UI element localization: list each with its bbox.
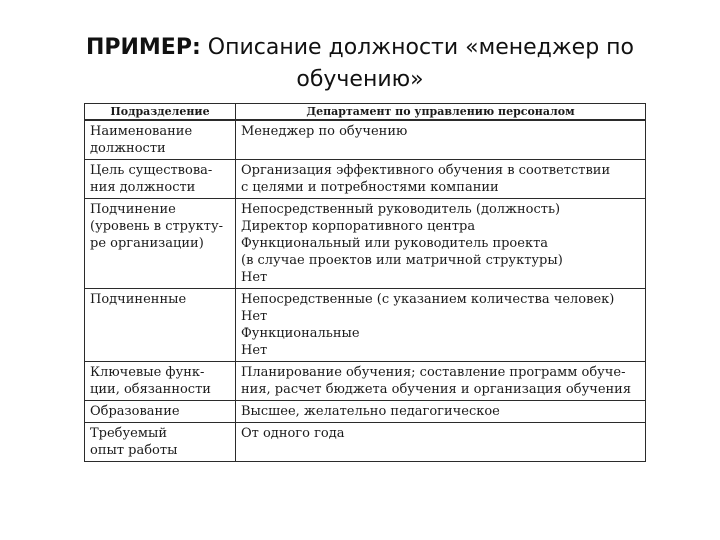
field-value-line: Высшее, желательно педагогическое: [241, 404, 500, 419]
field-name-cell: [85, 289, 236, 362]
title-text: Описание должности «менеджер по: [200, 35, 635, 60]
field-value-line: Непосредственные (с указанием количества человек): [241, 292, 615, 307]
field-value-line: (в случае проектов или матричной структуры): [241, 253, 563, 268]
table-header-row: [85, 104, 646, 121]
field-name-line: (уровень в структу-: [90, 219, 224, 234]
field-name-line: ния должности: [90, 180, 196, 195]
field-value-line: Функциональный или руководитель проекта: [241, 236, 549, 251]
field-value-line: Нет: [241, 343, 268, 358]
field-value-cell: [236, 199, 646, 289]
field-name-line: ции, обязанности: [90, 382, 211, 397]
table-row: [85, 120, 646, 160]
field-name-cell: [85, 362, 236, 401]
title-line-1: [0, 32, 720, 64]
field-name-line: Подчиненные: [90, 292, 187, 307]
field-name-line: Подчинение: [90, 202, 176, 217]
field-value-line: От одного года: [241, 426, 345, 441]
field-value-cell: [236, 423, 646, 462]
field-name-line: Наименование: [90, 124, 193, 139]
field-name-line: ре организации): [90, 236, 204, 251]
table-row: [85, 401, 646, 423]
field-name-cell: [85, 401, 236, 423]
field-value-line: Непосредственный руководитель (должность): [241, 202, 561, 217]
table-row: [85, 199, 646, 289]
field-value-line: Нет: [241, 309, 268, 324]
table-body: [85, 120, 646, 462]
field-name-cell: [85, 120, 236, 160]
field-value-line: Функциональные: [241, 326, 360, 341]
table-row: [85, 423, 646, 462]
field-value-line: Нет: [241, 270, 268, 285]
field-value-line: Планирование обучения; составление программ обуче-: [241, 365, 626, 380]
table-row: [85, 362, 646, 401]
title-line-2: обучению»: [296, 67, 424, 92]
field-value-cell: [236, 362, 646, 401]
field-name-line: Ключевые функ-: [90, 365, 205, 380]
slide-title: [0, 32, 720, 96]
field-name-cell: [85, 160, 236, 199]
table-row: [85, 289, 646, 362]
field-name-line: Цель существова-: [90, 163, 213, 178]
field-value-cell: [236, 289, 646, 362]
field-value-cell: [236, 160, 646, 199]
table-row: [85, 160, 646, 199]
field-value-cell: [236, 120, 646, 160]
header-cell-department-value: Департамент по управлению персоналом: [236, 104, 646, 121]
field-value-line: Директор корпоративного центра: [241, 219, 476, 234]
field-value-line: Менеджер по обучению: [241, 124, 408, 139]
field-value-cell: [236, 401, 646, 423]
field-value-line: Организация эффективного обучения в соответствии: [241, 163, 611, 178]
field-name-line: должности: [90, 141, 166, 156]
title-prefix: ПРИМЕР:: [85, 35, 201, 60]
field-name-cell: [85, 199, 236, 289]
field-name-line: Образование: [90, 404, 180, 419]
field-value-line: ния, расчет бюджета обучения и организация обучения: [241, 382, 632, 397]
job-description-table: [84, 103, 646, 462]
field-name-line: Требуемый: [90, 426, 167, 441]
field-name-line: опыт работы: [90, 443, 178, 458]
header-cell-department: Подразделение: [85, 104, 236, 121]
field-name-cell: [85, 423, 236, 462]
field-value-line: с целями и потребностями компании: [241, 180, 499, 195]
